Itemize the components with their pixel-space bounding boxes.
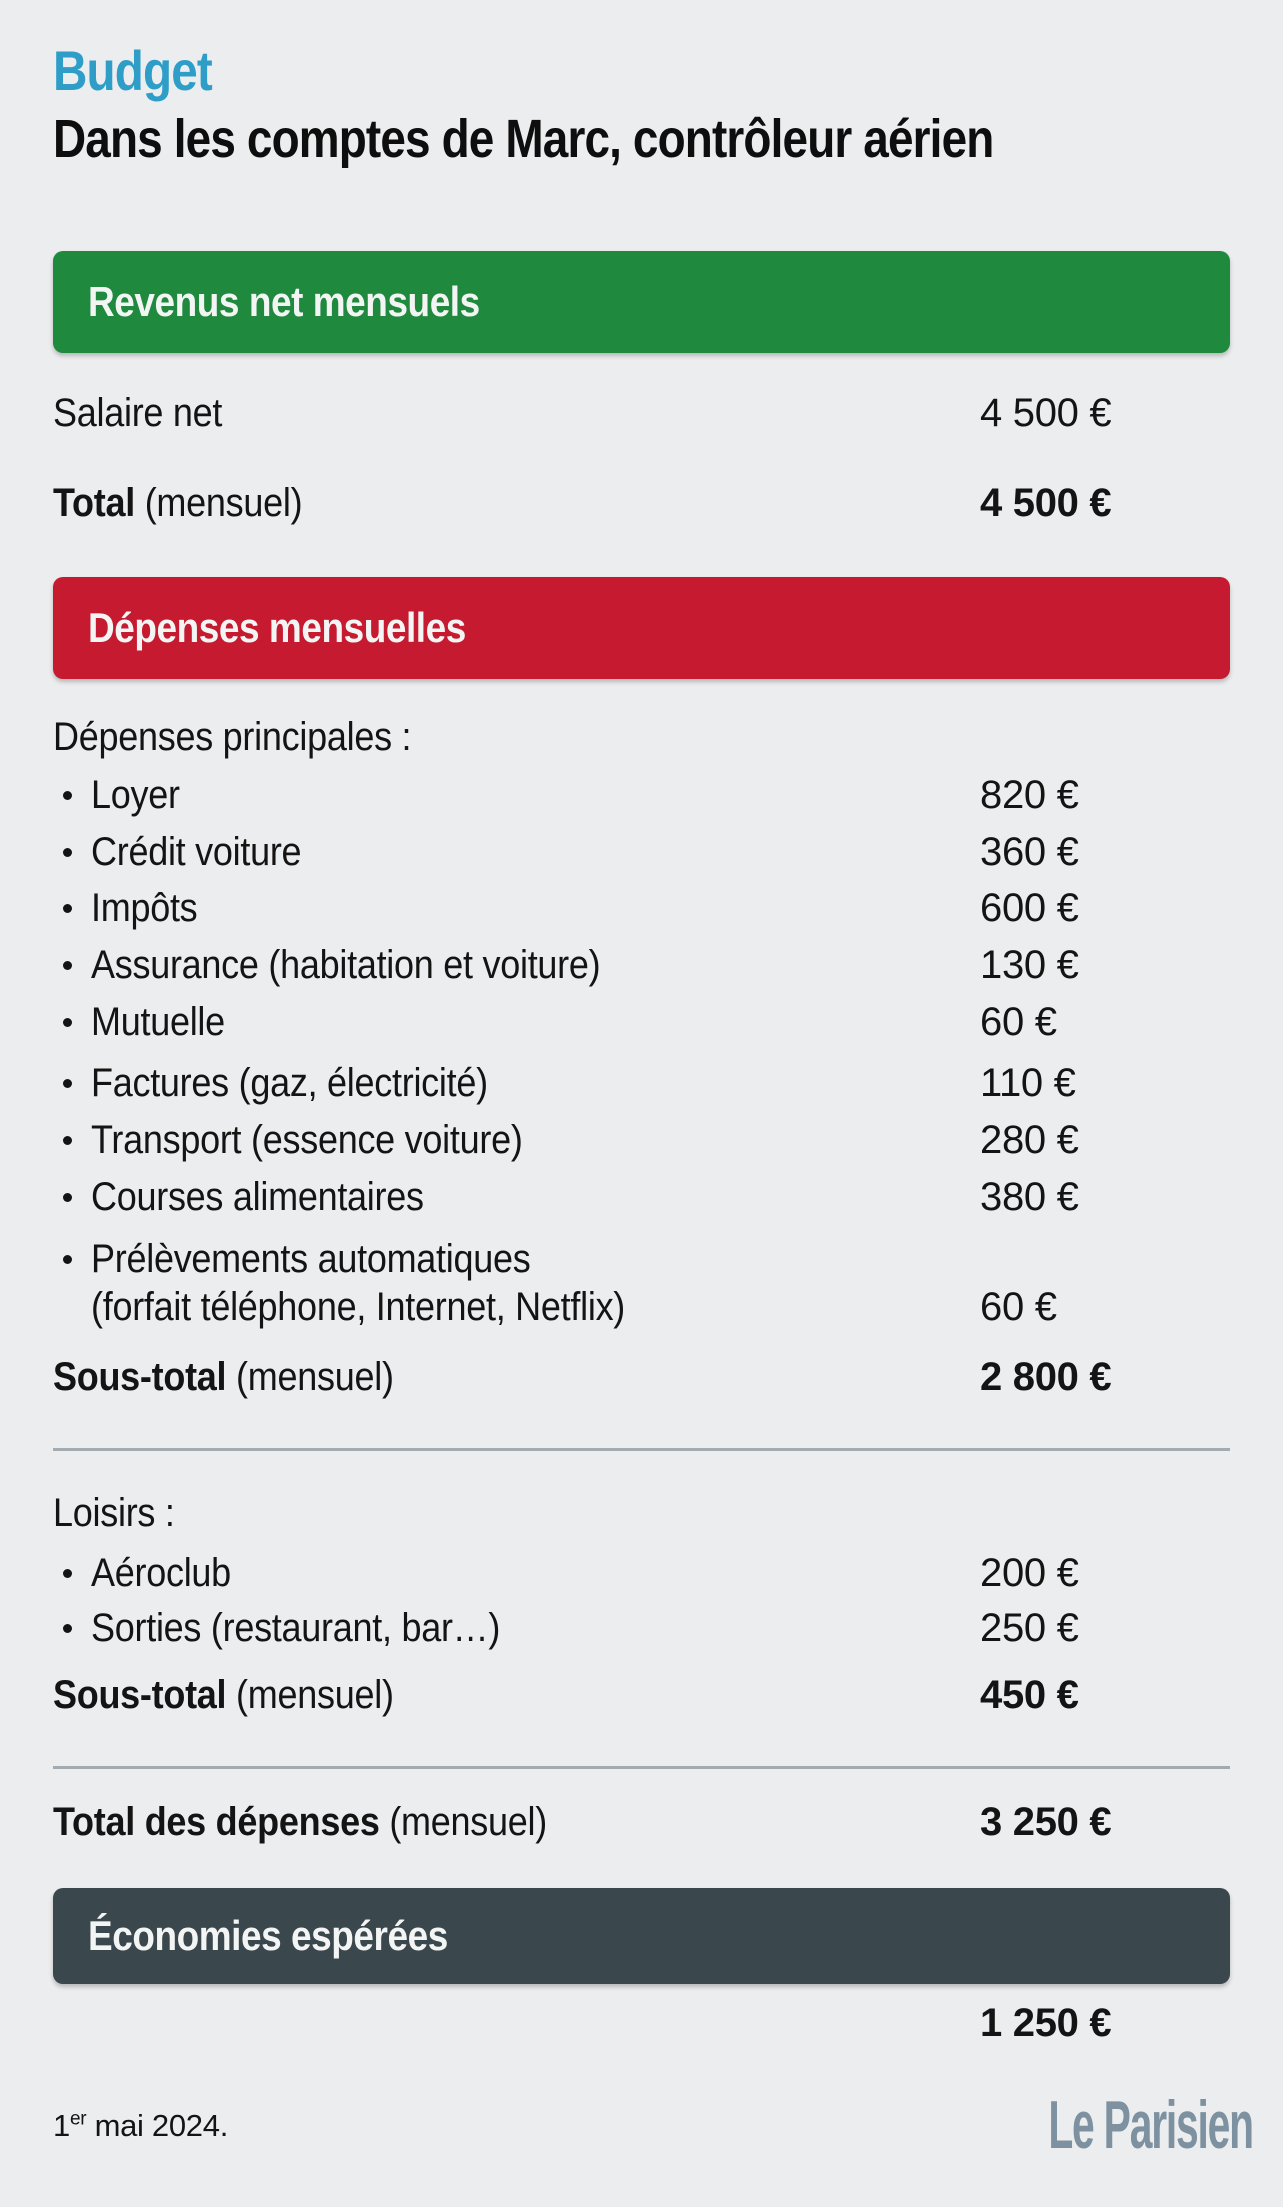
row-label: Factures (gaz, électricité): [91, 1061, 488, 1105]
table-row: [53, 886, 1230, 930]
section-header-label: Revenus net mensuels: [88, 278, 480, 325]
group-title-leisure: [53, 1491, 1230, 1535]
section-header-savings: [53, 1888, 1230, 1984]
table-row: [53, 1606, 1230, 1650]
row-label: Salaire net: [53, 391, 223, 435]
bullet-icon: [63, 1624, 72, 1633]
row-value: 4 500 €: [980, 391, 1112, 435]
row-value: 380 €: [980, 1175, 1079, 1219]
row-label: Mutuelle: [91, 1000, 225, 1044]
table-row-revenues-total: [53, 481, 1230, 525]
row-value: 280 €: [980, 1118, 1079, 1162]
table-row: [53, 830, 1230, 874]
row-value: 60 €: [980, 1000, 1057, 1044]
row-value: 1 250 €: [980, 2001, 1112, 2045]
row-value: 360 €: [980, 830, 1079, 874]
section-header-expenses: [53, 577, 1230, 679]
table-row: [53, 1235, 1230, 1331]
date: [53, 2106, 228, 2146]
date-rest: mai 2024.: [86, 2108, 229, 2143]
table-row: [53, 1000, 1230, 1044]
row-value: 2 800 €: [980, 1355, 1112, 1399]
table-row: [53, 1175, 1230, 1219]
row-value: 600 €: [980, 886, 1079, 930]
bullet-icon: [63, 1193, 72, 1202]
row-label: Transport (essence voiture): [91, 1118, 523, 1162]
row-value: 130 €: [980, 943, 1079, 987]
row-value: 60 €: [980, 1285, 1057, 1329]
table-row-expenses-total: [53, 1800, 1230, 1844]
bullet-icon: [63, 791, 72, 800]
divider: [53, 1766, 1230, 1769]
row-label: Impôts: [91, 886, 198, 930]
table-row: [53, 1551, 1230, 1595]
row-label: Total (mensuel): [53, 481, 303, 525]
row-label: Assurance (habitation et voiture): [91, 943, 601, 987]
date-ordinal: er: [69, 2108, 87, 2130]
row-label: Sous-total (mensuel): [53, 1355, 394, 1399]
row-label: Sorties (restaurant, bar…): [91, 1606, 501, 1650]
group-title-main-expenses: [53, 715, 1230, 759]
bullet-icon: [63, 1079, 72, 1088]
table-row-leisure-subtotal: [53, 1673, 1230, 1717]
table-row: [53, 1118, 1230, 1162]
table-row-main-subtotal: [53, 1355, 1230, 1399]
table-row: [53, 773, 1230, 817]
kicker: Budget: [53, 39, 212, 102]
bullet-icon: [63, 1255, 72, 1264]
row-value: 450 €: [980, 1673, 1079, 1717]
section-header-label: Dépenses mensuelles: [88, 604, 466, 651]
section-header-revenues: [53, 251, 1230, 353]
table-row-savings-value: [53, 2001, 1230, 2045]
bullet-icon: [63, 848, 72, 857]
bullet-icon: [63, 1136, 72, 1145]
row-label: Courses alimentaires: [91, 1175, 424, 1219]
row-value: 200 €: [980, 1551, 1079, 1595]
row-value: 3 250 €: [980, 1800, 1112, 1844]
page-title: Dans les comptes de Marc, contrôleur aérien: [53, 109, 994, 169]
row-label: Loisirs :: [53, 1491, 175, 1535]
row-label: Total des dépenses (mensuel): [53, 1800, 547, 1844]
bullet-icon: [63, 1569, 72, 1578]
row-value: 820 €: [980, 773, 1079, 817]
le-parisien-logo: Le Parisien: [1048, 2087, 1253, 2163]
bullet-icon: [63, 1018, 72, 1027]
row-value: 4 500 €: [980, 481, 1112, 525]
bullet-icon: [63, 961, 72, 970]
row-label: Dépenses principales :: [53, 715, 412, 759]
table-row-salary: [53, 391, 1230, 435]
section-header-label: Économies espérées: [88, 1912, 448, 1959]
table-row: [53, 943, 1230, 987]
date-day: 1: [53, 2108, 70, 2143]
row-label: Aéroclub: [91, 1551, 231, 1595]
divider: [53, 1448, 1230, 1451]
row-value: 250 €: [980, 1606, 1079, 1650]
row-label: Crédit voiture: [91, 830, 302, 874]
bullet-icon: [63, 904, 72, 913]
row-value: 110 €: [980, 1061, 1076, 1105]
row-label: Prélèvements automatiques (forfait téléphone, Internet, Netflix): [91, 1237, 626, 1329]
row-label: Loyer: [91, 773, 180, 817]
table-row: [53, 1061, 1230, 1105]
row-label: Sous-total (mensuel): [53, 1673, 394, 1717]
